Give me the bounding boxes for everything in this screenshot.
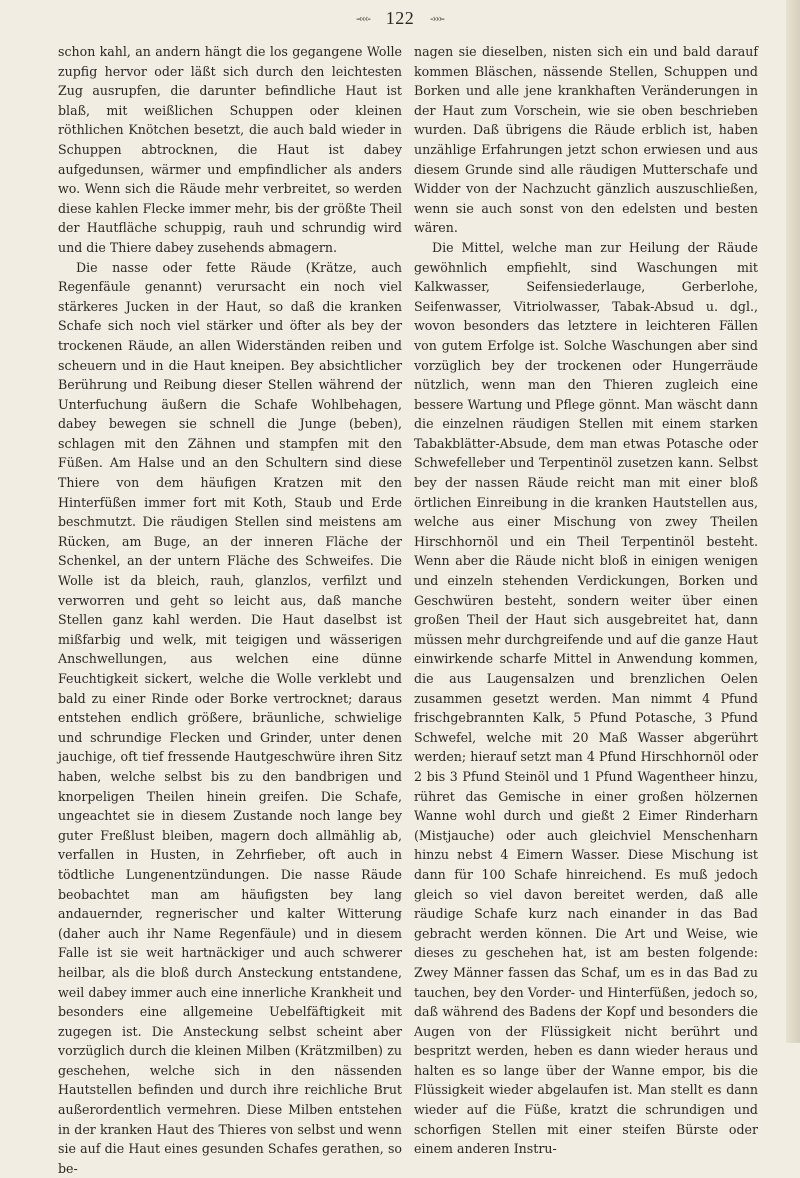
page-header — [0, 8, 800, 38]
right-paragraph-1: nagen sie dieselben, nisten sich ein und bald darauf kommen Bläschen, nässende Stellen, Schuppen und Borken und alle jene krankhaften Veränderungen in der Haut zum Vorschein, wie sie oben beschrieben wurden. Daß übrigens die Räude erblich ist, haben unzählige Erfahrungen jetzt schon erwiesen und aus diesem Grunde sind alle räudigen Mutterschafe und Widder von der Nachzucht gänzlich auszuschließen, wenn sie auch sonst von den edelsten und besten wären. — [414, 44, 758, 236]
ornament-right: -›››- — [430, 14, 444, 25]
left-paragraph-1: schon kahl, an andern hängt die los gegangene Wolle zupfig hervor oder läßt sich durch den leichtesten Zug ausrupfen, die darunter befindliche Haut ist blaß, mit weißlichen Schuppen oder kleinen röthlichen Knötchen besetzt, die auch bald wieder in Schuppen abtrocknen, die Haut ist dabey aufgedunsen, wärmer und empfindlicher als anders wo. Wenn sich die Räude mehr verbreitet, so werden diese kahlen Flecke immer mehr, bis der größte Theil der Hautfläche schuppig, rauh und schrundig wird und die Thiere dabey zusehends abmagern. — [58, 44, 402, 255]
page-edge-shadow — [786, 0, 800, 1043]
left-column — [58, 42, 402, 1176]
page-number: 122 — [385, 8, 415, 28]
left-paragraph-2: Die nasse oder fette Räude (Krätze, auch Regenfäule genannt) verursacht ein noch viel stärkeres Jucken in der Haut, so daß die kranken Schafe sich noch viel stärker und öfter als bey der trockenen Räude, an allen Widerständen reiben und scheuern und in die Haut kneipen. Bey absichtlicher Berührung und Reibung dieser Stellen während der Unterfuchung äußern die Schafe Wohlbehagen, dabey bewegen sie schnell die Junge (beben), schlagen mit den Zähnen und stampfen mit den Füßen. Am Halse und an den Schultern sind diese Thiere von dem häufigen Kratzen mit den Hinterfüßen immer fort mit Koth, Staub und Erde beschmutzt. Die räudigen Stellen sind meistens am Rücken, am Buge, an der inneren Fläche der Schenkel, an der untern Fläche des Schweifes. Die Wolle ist da bleich, rauh, glanzlos, verfilzt und verworren und geht so leicht aus, daß manche Stellen ganz kahl werden. Die Haut daselbst ist mißfarbig und welk, mit teigigen und wässerigen Anschwellungen, aus welchen eine dünne Feuchtigkeit sickert, welche die Wolle verklebt und bald zu einer Rinde oder Borke vertrocknet; daraus entstehen endlich größere, bräunliche, schwielige und schrundige Flecken und Grinder, unter denen jauchige, oft tief fressende Hautgeschwüre ihren Sitz haben, welche selbst bis zu den bandbrigen und knorpeligen Theilen hinein greifen. Die Schafe, ungeachtet sie in diesem Zustande noch lange bey guter Freßlust bleiben, magern doch allmählig ab, verfallen in Husten, in Zehrfieber, oft auch in tödtliche Lungenentzündungen. Die nasse Räude beobachtet man am häufigsten bey lang andauernder, regnerischer und kalter Witterung (daher auch ihr Name Regenfäule) und in diesem Falle ist sie weit hartnäckiger und auch schwerer heilbar, als die bloß durch Ansteckung entstandene, weil dabey immer auch eine innerliche Krankheit und besonders eine allgemeine Uebelfäftigkeit mit zugegen ist. Die Ansteckung selbst scheint aber vorzüglich durch die kleinen Milben (Krätzmilben) zu geschehen, welche sich in den nässenden Hautstellen befinden und durch ihre reichliche Brut außerordentlich vermehren. Diese Milben entstehen in der kranken Haut des Thieres von selbst und wenn sie auf die Haut eines gesunden Schafes gerathen, so be- — [58, 259, 402, 1176]
ornament-left: -‹‹‹- — [356, 14, 370, 25]
right-column — [414, 42, 758, 1157]
right-paragraph-2: Die Mittel, welche man zur Heilung der Räude gewöhnlich empfiehlt, sind Waschungen mit Kalkwasser, Seifensiederlauge, Gerberlohe, Seifenwasser, Vitriolwasser, Tabak-Absud u. dgl., wovon besonders das letztere in leichteren Fällen von gutem Erfolge ist. Solche Waschungen aber sind vorzüglich bey der trockenen oder Hungerräude nützlich, wenn man den Thieren zugleich eine bessere Wartung und Pflege gönnt. Man wäscht dann die einzelnen räudigen Stellen mit einem starken Tabakblätter-Absude, dem man etwas Potasche oder Schwefelleber und Terpentinöl zusetzen kann. Selbst bey der nassen Räude reicht man mit einer bloß örtlichen Einreibung in die kranken Hautstellen aus, welche aus einer Mischung von zwey Theilen Hirschhornöl und ein Theil Terpentinöl besteht. Wenn aber die Räude nicht bloß in einigen wenigen und einzeln stehenden Verdickungen, Borken und Geschwüren besteht, sondern weiter über einen großen Theil der Haut sich ausgebreitet hat, dann müssen mehr durchgreifende und auf die ganze Haut einwirkende scharfe Mittel in Anwendung kommen, die aus Laugensalzen und brenzlichen Oelen zusammen gesetzt werden. Man nimmt 4 Pfund frischgebrannten Kalk, 5 Pfund Potasche, 3 Pfund Schwefel, welche mit 20 Maß Wasser abgerührt werden; hierauf setzt man 4 Pfund Hirschhornöl oder 2 bis 3 Pfund Steinöl und 1 Pfund Wagentheer hinzu, rühret das Gemische in einer großen hölzernen Wanne wohl durch und gießt 2 Eimer Rinderharn (Mistjauche) oder auch gleichviel Menschenharn hinzu nebst 4 Eimern Wasser. Diese Mischung ist dann für 100 Schafe hinreichend. Es muß jedoch gleich so viel davon bereitet werden, daß alle räudige Schafe kurz nach einander in das Bad gebracht werden können. Die Art und Weise, wie dieses zu geschehen hat, ist am besten folgende: Zwey Männer fassen das Schaf, um es in das Bad zu tauchen, bey den Vorder- und Hinterfüßen, jedoch so, daß während des Badens der Kopf und besonders die Augen von der Flüssigkeit nicht berührt und bespritzt werden, heben es dann wieder heraus und halten es so lange über der Wanne empor, bis die Flüssigkeit wieder abgelaufen ist. Man stellt es dann wieder auf die Füße, kratzt die schrundigen und schorfigen Stellen mit einer steifen Bürste oder einem anderen Instru- — [414, 239, 758, 1157]
